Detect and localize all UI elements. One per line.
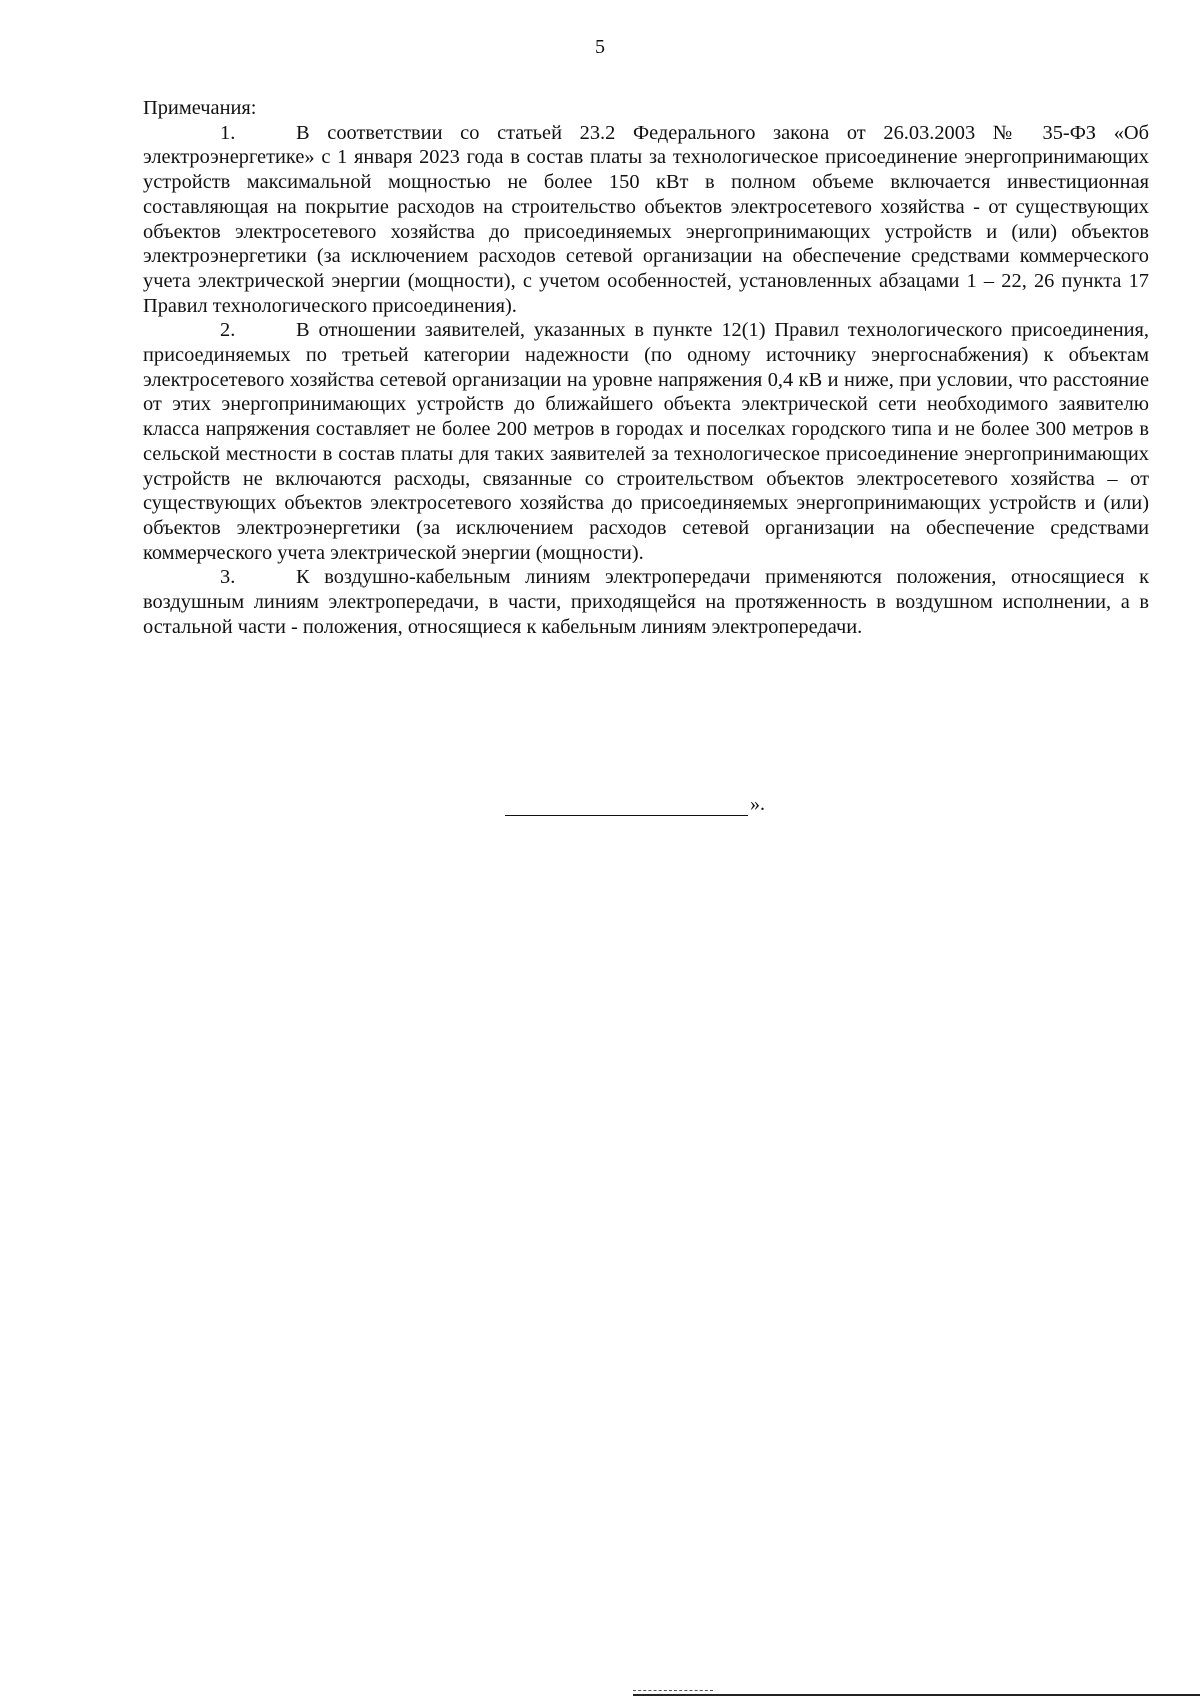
closing-underline [505,797,748,816]
footer-rule [633,1694,1200,1696]
note-number: 3. [220,566,236,589]
page-number: 5 [595,36,605,58]
note-item [143,565,1149,639]
note-text: В отношении заявителей, указанных в пункте 12(1) Правил технологического присоединения, присоединяемых по третьей категории надежности (по одному источнику энергоснабжения) к объектам электросетевого хозяйства сетевой организации на уровне напряжения 0,4 кВ и ниже, при условии, что расстояние от этих энергопринимающих устройств до ближайшего объекта электрической сети необходимого заявителю класса напряжения составляет не более 200 метров в городах и поселках городского типа и не более 300 метров в сельской местности в состав платы для таких заявителей за технологическое присоединение энергопринимающих устройств не включаются расходы, связанные со строительством объектов электросетевого хозяйства – от существующих объектов электросетевого хозяйства до присоединяемых энергопринимающих устройств и (или) объектов электроэнергетики (за исключением расходов сетевой организации на обеспечение средствами коммерческого учета электрической энергии (мощности). [143,319,1149,564]
closing-quote: ». [750,793,765,815]
footer-rule-dash [633,1690,713,1691]
note-number: 1. [220,121,236,144]
note-item [143,121,1149,319]
notes-section [143,96,1149,639]
notes-heading: Примечания: [143,97,257,119]
note-item [143,318,1149,565]
note-text: К воздушно-кабельным линиям электропередачи применяются положения, относящиеся к воздушным линиям электропередачи, в части, приходящейся на протяженность в воздушном исполнении, а в остальной части - положения, относящиеся к кабельным линиям электропередачи. [143,566,1149,638]
note-number: 2. [220,319,236,342]
note-text: В соответствии со статьей 23.2 Федерального закона от 26.03.2003 № 35-ФЗ «Об электроэнергетике» с 1 января 2023 года в состав платы за технологическое присоединение энергопринимающих устройств максимальной мощностью не более 150 кВт в полном объеме включается инвестиционная составляющая на покрытие расходов на строительство объектов электросетевого хозяйства - от существующих объектов электросетевого хозяйства до присоединяемых энергопринимающих устройств и (или) объектов электроэнергетики (за исключением расходов сетевой организации на обеспечение средствами коммерческого учета электрической энергии (мощности), с учетом особенностей, установленных абзацами 1 – 22, 26 пункта 17 Правил технологического присоединения). [143,121,1149,317]
closing-mark [505,792,765,816]
